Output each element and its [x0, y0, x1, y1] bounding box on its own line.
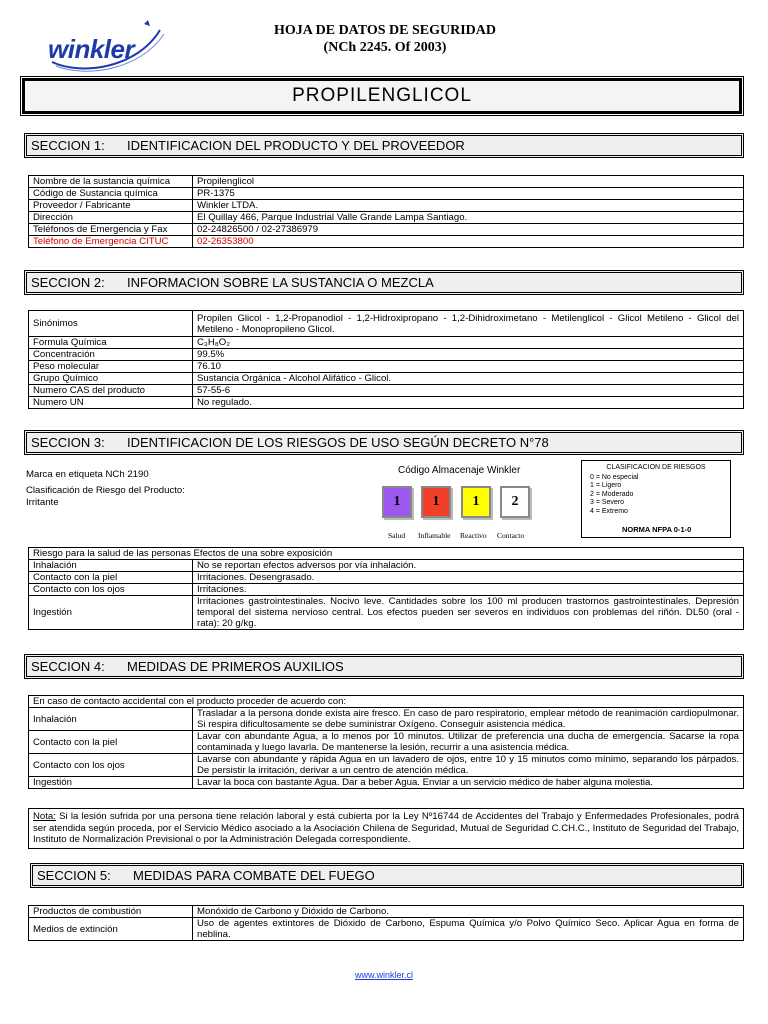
website-link[interactable]: www.winkler.cl [354, 970, 413, 980]
section-title: IDENTIFICACION DEL PRODUCTO Y DEL PROVEEDOR [127, 138, 465, 153]
table-row [29, 212, 744, 224]
table-row [29, 397, 744, 409]
row-value: 99.5% [193, 349, 744, 361]
table-row [29, 918, 744, 941]
section-number: SECCION 3: [31, 435, 105, 450]
table-row [29, 311, 744, 337]
row-label: Numero CAS del producto [29, 385, 193, 397]
risk-label-inflamable: Inflamable [418, 531, 451, 540]
document-title-line2: (NCh 2245. Of 2003) [323, 40, 447, 55]
risk-square-contacto: 2 [500, 486, 530, 518]
table-row [29, 188, 744, 200]
table-row [29, 731, 744, 754]
table-sustancia [28, 310, 744, 409]
row-value: Irritaciones. [193, 584, 744, 596]
row-label: Contacto con los ojos [29, 754, 193, 777]
table-header: En caso de contacto accidental con el producto proceder de acuerdo con: [29, 696, 744, 708]
clasificacion-valor: Irritante [26, 497, 59, 508]
row-label: Código de Sustancia química [29, 188, 193, 200]
table-riesgos [28, 547, 744, 630]
row-value: PR-1375 [193, 188, 744, 200]
table-row [29, 200, 744, 212]
table-row [29, 373, 744, 385]
row-label: Teléfonos de Emergencia y Fax [29, 224, 193, 236]
table-row [29, 560, 744, 572]
row-value: No se reportan efectos adversos por vía inhalación. [193, 560, 744, 572]
legend-title: CLASIFICACION DE RIESGOS [606, 464, 706, 471]
risk-square-inflamable: 1 [421, 486, 451, 518]
row-value: Lavar con abundante Agua, a lo menos por 10 minutos. Utilizar de preferencia una ducha de emergencia. Sacarse la ropa contaminada y luego lavarla. De mantenerse la lesión, recurrir a una asistencia médica. [193, 731, 744, 754]
table-row [29, 176, 744, 188]
document-title-line1: HOJA DE DATOS DE SEGURIDAD [274, 23, 496, 38]
table-row [29, 236, 744, 248]
row-value: Winkler LTDA. [193, 200, 744, 212]
row-value: Monóxido de Carbono y Dióxido de Carbono. [193, 906, 744, 918]
table-row [29, 337, 744, 349]
codigo-almacenaje-title: Código Almacenaje Winkler [398, 465, 521, 476]
row-label: Peso molecular [29, 361, 193, 373]
row-value: 57-55-6 [193, 385, 744, 397]
row-label: Medios de extinción [29, 918, 193, 941]
section-number: SECCION 2: [31, 275, 105, 290]
table-row [29, 754, 744, 777]
row-label: Ingestión [29, 596, 193, 630]
table-fuego [28, 905, 744, 941]
row-value: No regulado. [193, 397, 744, 409]
row-label: Ingestión [29, 777, 193, 789]
row-label: Inhalación [29, 708, 193, 731]
risk-label-reactivo: Reactivo [460, 531, 487, 540]
table-row [29, 349, 744, 361]
marca-etiqueta: Marca en etiqueta NCh 2190 [26, 469, 149, 480]
legend-item: 4 = Extremo [590, 507, 628, 515]
row-label: Nombre de la sustancia química [29, 176, 193, 188]
row-label-citue: Teléfono de Emergencia CITUC [29, 236, 193, 248]
row-label: Productos de combustión [29, 906, 193, 918]
nota-box [28, 808, 744, 849]
table-header-row [29, 696, 744, 708]
section-title: IDENTIFICACION DE LOS RIESGOS DE USO SEGÚN DECRETO N°78 [127, 435, 549, 450]
section-3-header [24, 430, 744, 455]
section-title: MEDIDAS DE PRIMEROS AUXILIOS [127, 659, 344, 674]
table-row [29, 906, 744, 918]
nota-label: Nota: [33, 811, 56, 822]
section-number: SECCION 4: [31, 659, 105, 674]
section-title: MEDIDAS PARA COMBATE DEL FUEGO [133, 868, 375, 883]
clasificacion-riesgos-legend [581, 460, 731, 538]
section-2-header [24, 270, 744, 295]
document-title [200, 22, 570, 56]
product-title-box [20, 76, 744, 116]
section-5-header [30, 863, 744, 888]
risk-square-salud: 1 [382, 486, 412, 518]
row-value: Irritaciones. Desengrasado. [193, 572, 744, 584]
row-label: Inhalación [29, 560, 193, 572]
risk-label-contacto: Contacto [497, 531, 525, 540]
row-value: 76.10 [193, 361, 744, 373]
legend-item: 3 = Severo [590, 499, 625, 507]
nota-text: Si la lesión sufrida por una persona tiene relación laboral y está cubierta por la Ley Nº16744 de Accidentes del Trabajo y Enfermedades Profesionales, podrá ser atendida según proceda, por el Servicio Médico asociado a la Asociación Chilena de Seguridad, Mutual de Seguridad C.CH.C., Instituto de Seguridad del Trabajo, Instituto de Normalización Previsional o por la Administración Delegada correspondiente. [33, 811, 739, 845]
risk-label-salud: Salud [388, 531, 406, 540]
section-title: INFORMACION SOBRE LA SUSTANCIA O MEZCLA [127, 275, 434, 290]
table-identificacion [28, 175, 744, 248]
product-title: PROPILENGLICOL [23, 79, 741, 113]
row-value: Trasladar a la persona donde exista aire fresco. En caso de paro respiratorio, emplear método de reanimación cardiopulmonar. Si respira dificultosamente se debe suministrar Oxígeno. Conseguir asistencia médica. [193, 708, 744, 731]
table-header: Riesgo para la salud de las personas Efectos de una sobre exposición [29, 548, 744, 560]
table-row [29, 584, 744, 596]
table-row [29, 385, 744, 397]
section-number: SECCION 5: [37, 868, 111, 883]
row-label: Contacto con la piel [29, 572, 193, 584]
logo-text: winkler [48, 34, 135, 64]
row-value: C₃H₈O₂ [193, 337, 744, 349]
section-4-header [24, 654, 744, 679]
table-header-row [29, 548, 744, 560]
row-value: Irritaciones gastrointestinales. Nocivo leve. Cantidades sobre los 100 ml producen trastornos gastrointestinales. Depresión temporal del sistema nervioso central. Los efectos pueden ser severos en individuos con problemas del riñón. DL50 (oral - rata): 20 g/kg. [193, 596, 744, 630]
row-label: Grupo Químico [29, 373, 193, 385]
row-value: 02-24826500 / 02-27386979 [193, 224, 744, 236]
row-label: Formula Química [29, 337, 193, 349]
row-label: Sinónimos [29, 311, 193, 337]
table-row [29, 777, 744, 789]
row-value: Lavar la boca con bastante Agua. Dar a beber Agua. Enviar a un servicio médico de haber alguna molestia. [193, 777, 744, 789]
norma-nfpa: NORMA NFPA 0-1-0 [622, 525, 692, 534]
row-value: Propilenglicol [193, 176, 744, 188]
table-primeros-auxilios [28, 695, 744, 789]
section-1-header [24, 133, 744, 158]
row-label: Dirección [29, 212, 193, 224]
table-row [29, 596, 744, 630]
row-value: Propilen Glicol - 1,2-Propanodiol - 1,2-Hidroxipropano - 1,2-Dihidroximetano - Metilenglicol - Glicol Metileno - Glicol del Metileno - Monopropileno Glicol. [193, 311, 744, 337]
row-label: Concentración [29, 349, 193, 361]
table-row [29, 224, 744, 236]
row-label: Proveedor / Fabricante [29, 200, 193, 212]
risk-square-reactivo: 1 [461, 486, 491, 518]
clasificacion-riesgo: Clasificación de Riesgo del Producto: [26, 485, 185, 496]
row-value: Lavarse con abundante y rápida Agua en un lavadero de ojos, entre 10 y 15 minutos como mínimo, separando los párpados. De persistir la irritación, derivar a un centro de atención médica. [193, 754, 744, 777]
row-value-citue: 02-26353800 [193, 236, 744, 248]
table-row [29, 708, 744, 731]
legend-item: 2 = Moderado [590, 490, 634, 498]
row-value: Sustancia Orgánica - Alcohol Alifático - Glicol. [193, 373, 744, 385]
row-label: Numero UN [29, 397, 193, 409]
table-row [29, 572, 744, 584]
legend-item: 0 = No especial [590, 473, 639, 481]
row-value: El Quillay 466, Parque Industrial Valle Grande Lampa Santiago. [193, 212, 744, 224]
legend-item: 1 = Ligero [590, 482, 622, 490]
row-label: Contacto con la piel [29, 731, 193, 754]
table-row [29, 361, 744, 373]
row-value: Uso de agentes extintores de Dióxido de Carbono, Espuma Química y/o Polvo Químico Seco. Aplicar Agua en forma de neblina. [193, 918, 744, 941]
section-number: SECCION 1: [31, 138, 105, 153]
row-label: Contacto con los ojos [29, 584, 193, 596]
